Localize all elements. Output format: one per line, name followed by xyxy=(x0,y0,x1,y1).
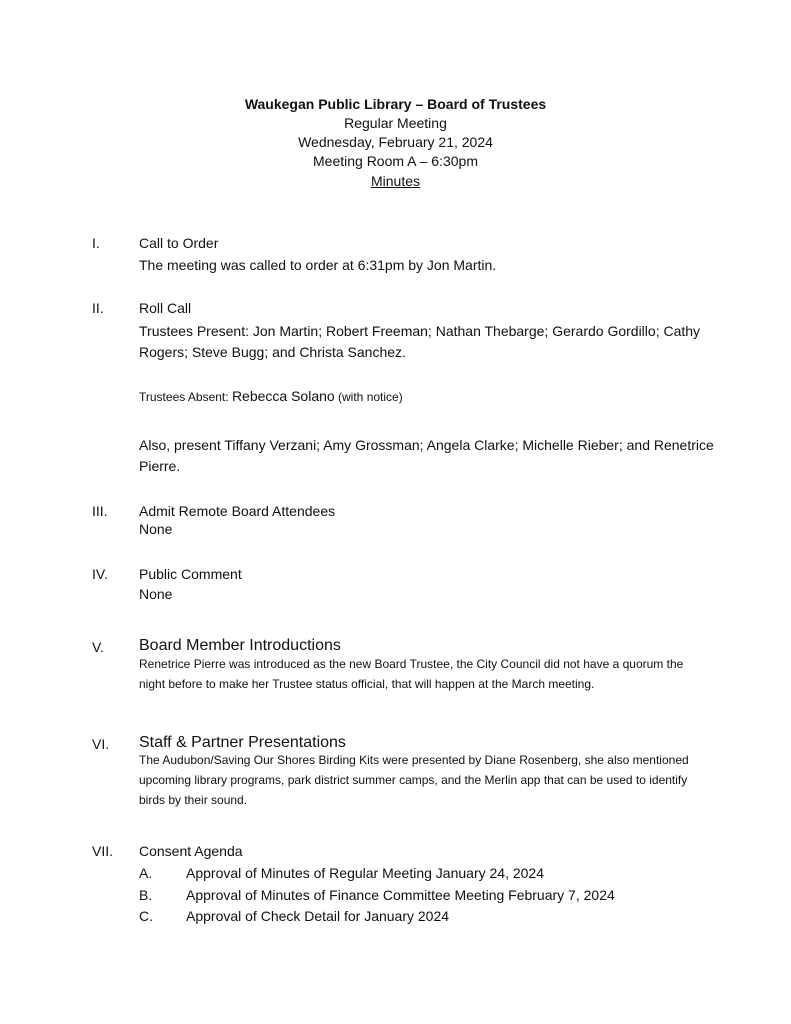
document-type-label xyxy=(0,172,791,191)
section-number: II. xyxy=(92,300,104,316)
section-title-roll-call: Roll Call xyxy=(139,300,192,316)
meeting-date: Wednesday, February 21, 2024 xyxy=(298,134,493,150)
trustees-absent-label: Trustees Absent: xyxy=(139,390,232,404)
trustees-absent-name: Rebecca Solano xyxy=(231,388,335,404)
trustees-absent-note: (with notice) xyxy=(334,390,403,404)
board-introductions-text: Renetrice Pierre was introduced as the new Board Trustee, the City Council did not have a quorum the night before to make her Trustee status official, that will happen at the March meeting. xyxy=(139,657,684,691)
trustees-absent-line xyxy=(139,386,719,408)
section-number: V. xyxy=(92,639,104,655)
agenda-item-letter: A. xyxy=(139,865,153,881)
trustees-present-text: Trustees Present: Jon Martin; Robert Freeman; Nathan Thebarge; Gerardo Gordillo; Cathy Rogers; Steve Bugg; and Christa Sanchez. xyxy=(139,323,701,360)
agenda-item-letter: C. xyxy=(139,908,153,924)
section-title-staff-presentations: Staff & Partner Presentations xyxy=(139,734,346,751)
minutes-heading: Minutes xyxy=(370,173,421,189)
section-number: VII. xyxy=(92,843,114,859)
meeting-location: Meeting Room A – 6:30pm xyxy=(313,153,478,169)
public-comment-text: None xyxy=(139,586,173,602)
section-title-board-introductions: Board Member Introductions xyxy=(139,637,341,654)
section-title-public-comment: Public Comment xyxy=(139,566,242,582)
section-number: VI. xyxy=(92,736,110,752)
section-title-remote-attendees: Admit Remote Board Attendees xyxy=(139,503,336,519)
section-number: I. xyxy=(92,235,100,251)
agenda-item-letter: B. xyxy=(139,887,153,903)
section-number: IV. xyxy=(92,566,108,582)
document-org-title: Waukegan Public Library – Board of Trustees xyxy=(244,96,547,112)
also-present-text: Also, present Tiffany Verzani; Amy Grossman; Angela Clarke; Michelle Rieber; and Renetrice Pierre. xyxy=(139,437,714,474)
section-title-consent-agenda: Consent Agenda xyxy=(139,843,243,859)
staff-presentations-text: The Audubon/Saving Our Shores Birding Kits were presented by Diane Rosenberg, she also mentioned upcoming library programs, park district summer camps, and the Merlin app that can be used to identify birds by their sound. xyxy=(139,753,689,807)
agenda-item-text: Approval of Minutes of Regular Meeting January 24, 2024 xyxy=(186,865,544,881)
remote-attendees-text: None xyxy=(139,521,173,537)
section-title-call-to-order: Call to Order xyxy=(139,235,219,251)
meeting-type: Regular Meeting xyxy=(344,115,447,131)
call-to-order-text: The meeting was called to order at 6:31pm by Jon Martin. xyxy=(139,257,497,273)
section-number: III. xyxy=(92,503,108,519)
agenda-item-text: Approval of Check Detail for January 2024 xyxy=(186,908,450,924)
agenda-item-text: Approval of Minutes of Finance Committee Meeting February 7, 2024 xyxy=(186,887,615,903)
